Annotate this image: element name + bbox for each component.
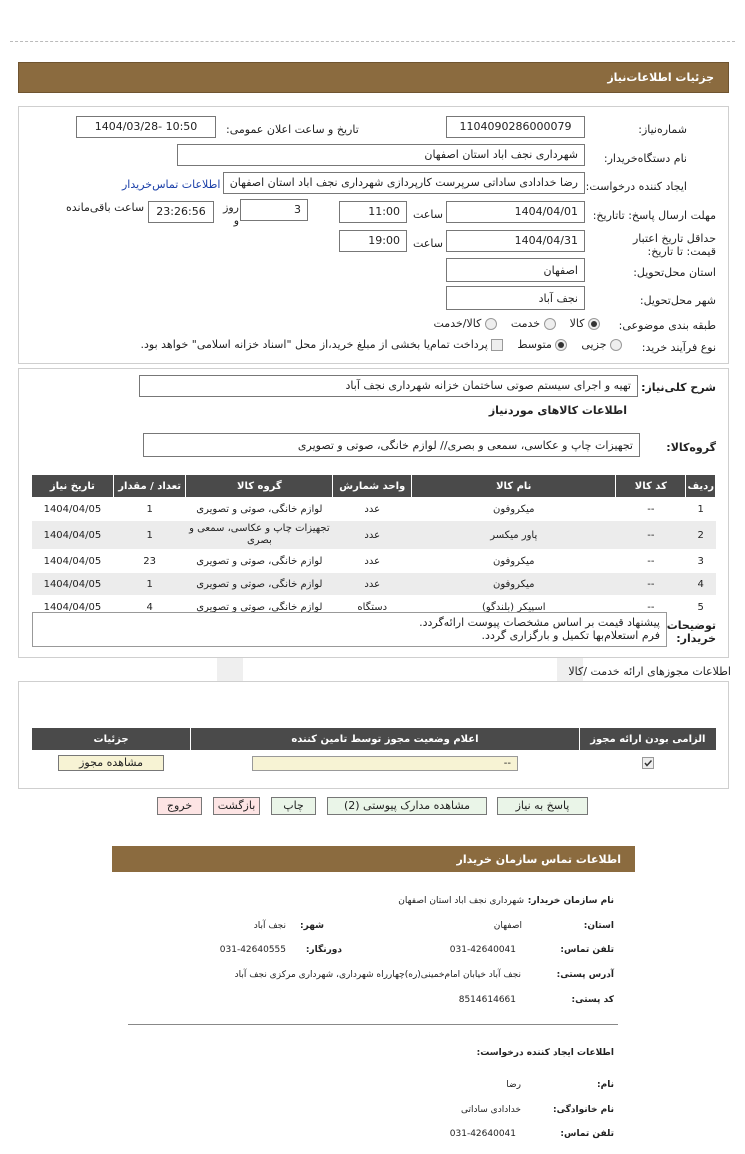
- cell-date: 1404/04/05: [32, 521, 114, 550]
- process-medium-radio[interactable]: [555, 339, 567, 351]
- cell-qty: 1: [113, 573, 186, 596]
- buyer-org-label: نام دستگاه‌خریدار:: [603, 152, 687, 165]
- treasury-note: پرداخت تمام‌یا بخشی از مبلغ خرید،از محل "اسناد خزانه اسلامی" خواهد بود.: [140, 338, 488, 351]
- cell-group: تجهیزات چاپ و عکاسی، سمعی و بصری: [186, 521, 333, 550]
- details-header: [18, 62, 729, 93]
- attachments-button[interactable]: مشاهده مدارک پیوستی (2): [327, 797, 487, 815]
- cell-group: لوازم خانگی، صوتی و تصویری: [186, 573, 333, 596]
- col-qty: تعداد / مقدار: [113, 475, 186, 498]
- cell-code: --: [616, 596, 686, 619]
- view-permit-button[interactable]: مشاهده مجوز: [58, 755, 164, 771]
- contact-postal: 8514614661: [458, 995, 516, 1005]
- cell-date: 1404/04/05: [32, 550, 114, 573]
- notes-label-line2: خریدار:: [676, 632, 716, 645]
- cell-group: لوازم خانگی، صوتی و تصویری: [186, 498, 333, 521]
- col-unit: واحد شمارش: [333, 475, 412, 498]
- notes-field: [32, 612, 667, 647]
- contact-province: اصفهان: [493, 921, 522, 931]
- permits-table-wrap: [31, 727, 717, 776]
- deadline-time-field: 11:00: [339, 201, 407, 223]
- cell-row: 3: [686, 550, 716, 573]
- table-row: [32, 751, 717, 776]
- process-minor-label: جزیی: [581, 338, 607, 351]
- contact-fax: 031-42640555: [219, 945, 286, 955]
- notes-label: [667, 619, 716, 645]
- table-row: [32, 521, 716, 550]
- permit-required-checkbox: [642, 757, 654, 769]
- deadline-time-label: ساعت: [413, 208, 443, 221]
- cell-name: میکروفون: [412, 498, 616, 521]
- province-field: اصفهان: [446, 258, 585, 282]
- permit-status-field: --: [252, 756, 518, 771]
- col-group: گروه کالا: [186, 475, 333, 498]
- cell-name: پاور میکسر: [412, 521, 616, 550]
- creator-info-title: اطلاعات ایجاد کننده درخواست:: [476, 1048, 614, 1058]
- col-permit-details: جزئیات: [32, 728, 191, 751]
- contact-org-label: نام سازمان خریدار:: [527, 896, 614, 906]
- city-label: شهر محل‌تحویل:: [639, 294, 716, 307]
- cell-group: لوازم خانگی، صوتی و تصویری: [186, 550, 333, 573]
- contact-postal-label: کد پستی:: [571, 995, 614, 1005]
- table-row: [32, 498, 716, 521]
- process-medium-label: متوسط: [517, 338, 552, 351]
- process-label: نوع فرآیند خرید:: [641, 341, 716, 354]
- category-radio-group: [420, 317, 600, 333]
- cell-qty: 1: [113, 498, 186, 521]
- need-number-label: شماره‌نیاز:: [638, 123, 687, 136]
- cell-qty: 1: [113, 521, 186, 550]
- print-button[interactable]: چاپ: [271, 797, 316, 815]
- cell-unit: دستگاه: [333, 596, 412, 619]
- cell-code: --: [616, 521, 686, 550]
- exit-button[interactable]: خروج: [157, 797, 202, 815]
- cell-code: --: [616, 550, 686, 573]
- cell-qty: 23: [113, 550, 186, 573]
- cell-unit: عدد: [333, 573, 412, 596]
- cell-permit-required: [579, 751, 716, 776]
- creator-last-name-label: نام خانوادگی:: [552, 1105, 614, 1115]
- contact-province-label: استان:: [583, 921, 614, 931]
- validity-time-field: 19:00: [339, 230, 407, 252]
- goods-group-field: تجهیزات چاپ و عکاسی، سمعی و بصری// لوازم خانگی، صوتی و تصویری: [143, 433, 640, 457]
- col-name: نام کالا: [412, 475, 616, 498]
- contact-title: اطلاعات تماس سازمان خریدار: [456, 853, 621, 866]
- days-label: روز و: [223, 201, 239, 227]
- province-label: استان محل‌تحویل:: [633, 266, 716, 279]
- contact-divider: [128, 1024, 618, 1025]
- category-both-radio[interactable]: [485, 318, 497, 330]
- reply-button[interactable]: پاسخ به نیاز: [497, 797, 588, 815]
- category-goods-radio[interactable]: [588, 318, 600, 330]
- process-radio-group: [108, 338, 622, 354]
- deadline-date-field: 1404/04/01: [446, 201, 585, 223]
- validity-time-label: ساعت: [413, 237, 443, 250]
- contact-header: [112, 846, 635, 872]
- cell-date: 1404/04/05: [32, 596, 114, 619]
- announce-field: 1404/03/28- 10:50: [76, 116, 216, 138]
- cell-date: 1404/04/05: [32, 573, 114, 596]
- key-desc-field: تهیه و اجرای سیستم صوتی ساختمان خزانه شهرداری نجف آباد: [139, 375, 638, 397]
- goods-info-title: اطلاعات کالاهای موردنیاز: [488, 404, 627, 417]
- key-desc-label: شرح کلی‌نیاز:: [641, 381, 716, 394]
- cell-name: میکروفون: [412, 550, 616, 573]
- cell-permit-status: [191, 751, 580, 776]
- city-field: نجف آباد: [446, 286, 585, 310]
- contact-city: نجف آباد: [253, 921, 286, 931]
- category-label: طبقه بندی موضوعی:: [618, 319, 716, 332]
- validity-date-field: 1404/04/31: [446, 230, 585, 252]
- need-number-field: 1104090286000079: [446, 116, 585, 138]
- contact-phone: 031-42640041: [449, 945, 516, 955]
- cell-unit: عدد: [333, 498, 412, 521]
- category-goods-label: کالا: [569, 317, 585, 330]
- cell-row: 4: [686, 573, 716, 596]
- col-date: تاریخ نیاز: [32, 475, 114, 498]
- cell-name: میکروفون: [412, 573, 616, 596]
- deadline-label: مهلت ارسال پاسخ: تاتاریخ:: [592, 209, 716, 222]
- cell-row: 1: [686, 498, 716, 521]
- cell-qty: 4: [113, 596, 186, 619]
- cell-code: --: [616, 573, 686, 596]
- contact-city-label: شهر:: [300, 921, 324, 931]
- notes-line1: پیشنهاد قیمت بر اساس مشخصات پیوست ارائه‌گردد.: [419, 616, 660, 629]
- remaining-label: ساعت باقی‌مانده: [66, 201, 145, 214]
- col-permit-required: الزامی بودن ارائه مجوز: [579, 728, 716, 751]
- table-row: [32, 573, 716, 596]
- creator-phone-label: تلفن تماس:: [560, 1129, 614, 1139]
- creator-label: ایجاد کننده درخواست:: [585, 180, 687, 193]
- treasury-checkbox[interactable]: [491, 339, 503, 351]
- contact-org: شهرداری نجف اباد استان اصفهان: [398, 896, 524, 906]
- col-row: ردیف: [686, 475, 716, 498]
- notes-line2: فرم استعلام‌بها تکمیل و بارگزاری گردد.: [481, 629, 660, 642]
- contact-fax-label: دورنگار:: [305, 945, 342, 955]
- buyer-contact-link[interactable]: اطلاعات تماس‌خریدار: [122, 178, 221, 191]
- cell-row: 2: [686, 521, 716, 550]
- cell-permit-details: [32, 751, 191, 776]
- validity-label: حداقل تاریخ اعتبار قیمت: تا تاریخ:: [632, 232, 716, 258]
- items-table: [31, 474, 716, 619]
- creator-first-name: رضا: [506, 1080, 521, 1090]
- contact-address: نجف آباد خیابان امام‌خمینی(ره)چهارراه شهرداری، شهرداری مرکزی نجف آباد: [234, 970, 521, 980]
- contact-address-label: آدرس پستی:: [556, 970, 614, 980]
- cell-date: 1404/04/05: [32, 498, 114, 521]
- contact-phone-label: تلفن تماس:: [560, 945, 614, 955]
- page-title: جزئیات اطلاعات‌نیاز: [607, 71, 714, 84]
- col-code: کد کالا: [616, 475, 686, 498]
- process-minor-radio[interactable]: [610, 339, 622, 351]
- permits-title: اطلاعات مجوزهای ارائه خدمت /کالا: [568, 665, 731, 678]
- items-table-wrap: [31, 474, 716, 619]
- remaining-time-field: 23:26:56: [148, 201, 214, 223]
- back-button[interactable]: بازگشت: [213, 797, 260, 815]
- top-divider: [10, 41, 735, 42]
- goods-group-label: گروه‌کالا:: [666, 441, 716, 454]
- cell-row: 5: [686, 596, 716, 619]
- creator-field: رضا خدادادی ساداتی سرپرست کارپردازی شهرداری نجف اباد استان اصفهان: [223, 172, 585, 194]
- cell-unit: عدد: [333, 550, 412, 573]
- table-row: [32, 550, 716, 573]
- category-service-label: خدمت: [510, 317, 541, 330]
- category-both-label: کالا/خدمت: [433, 317, 482, 330]
- cell-unit: عدد: [333, 521, 412, 550]
- cell-name: اسپیکر (بلندگو): [412, 596, 616, 619]
- cell-group: لوازم خانگی، صوتی و تصویری: [186, 596, 333, 619]
- permits-table: [31, 727, 717, 776]
- col-permit-status: اعلام وضعیت مجوز توسط تامین کننده: [191, 728, 580, 751]
- creator-phone: 031-42640041: [449, 1129, 516, 1139]
- buyer-org-field: شهرداری نجف اباد استان اصفهان: [177, 144, 585, 166]
- creator-first-name-label: نام:: [597, 1080, 614, 1090]
- days-field: 3: [240, 199, 308, 221]
- check-icon: [643, 758, 653, 768]
- announce-label: تاریخ و ساعت اعلان عمومی:: [226, 123, 359, 136]
- creator-last-name: خدادادی ساداتی: [460, 1105, 521, 1115]
- notes-label-line1: توضیحات: [666, 619, 716, 632]
- category-service-radio[interactable]: [544, 318, 556, 330]
- cell-code: --: [616, 498, 686, 521]
